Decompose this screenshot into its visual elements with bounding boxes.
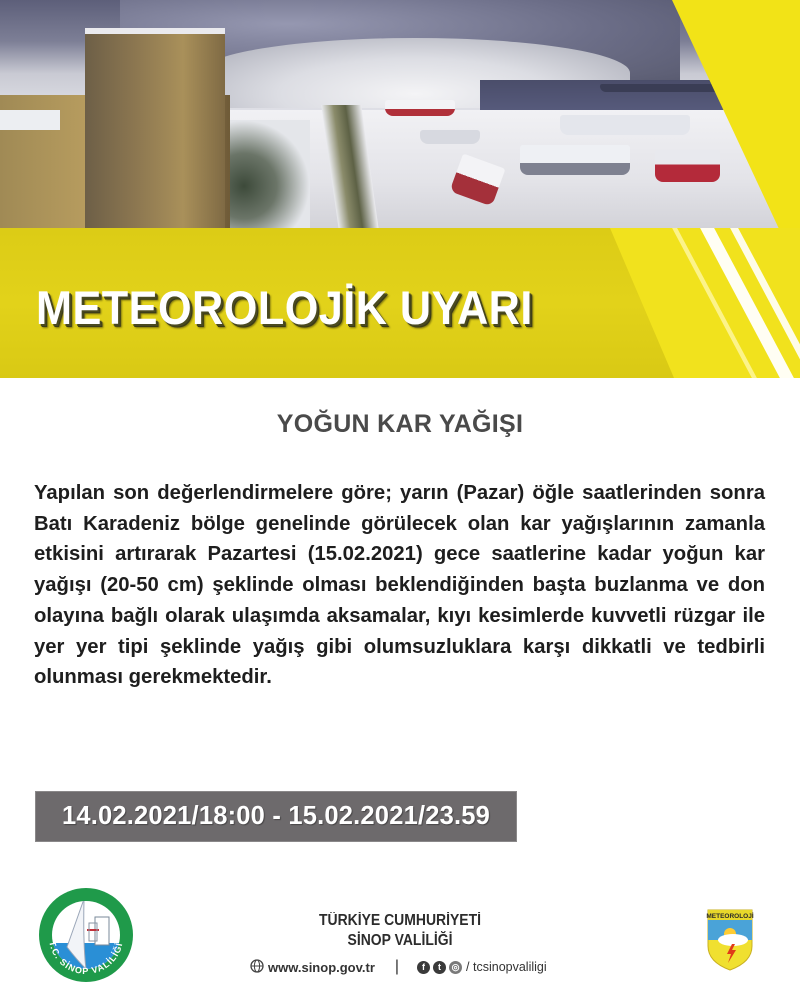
- instagram-icon[interactable]: ◎: [449, 961, 462, 974]
- photo-boat: [655, 150, 720, 182]
- globe-icon: [250, 959, 264, 976]
- meteoroloji-shield-icon: [706, 908, 754, 972]
- photo-wall-snow: [0, 110, 60, 130]
- org-line-2: SİNOP VALİLİĞİ: [347, 932, 453, 949]
- social-handle[interactable]: / tcsinopvaliligi: [466, 960, 547, 974]
- photo-boat: [560, 115, 690, 135]
- photo-boat: [520, 145, 630, 175]
- photo-boat: [385, 100, 455, 116]
- photo-pier: [600, 84, 730, 92]
- separator: |: [394, 958, 400, 975]
- page-title: METEOROLOJİK UYARI: [36, 281, 533, 334]
- photo-boat: [420, 130, 480, 144]
- validity-period: 14.02.2021/18:00 - 15.02.2021/23.59: [61, 802, 491, 830]
- social-icons: [417, 961, 462, 974]
- photo-tower-snow: [85, 28, 225, 34]
- website-link[interactable]: www.sinop.gov.tr: [268, 959, 375, 975]
- photo-castle-tower: [85, 30, 225, 230]
- svg-text:T.C. SİNOP VALİLİĞİ: T.C. SİNOP VALİLİĞİ: [47, 940, 125, 977]
- org-line-1: TÜRKİYE CUMHURİYETİ: [319, 912, 481, 929]
- svg-text:METEOROLOJİ: METEOROLOJİ: [706, 913, 754, 920]
- validity-period-box: [35, 791, 517, 842]
- warning-body: Yapılan son değerlendirmelere göre; yarın (Pazar) öğle saatlerinden sonra Batı Karadeniz bölge genelinde görülecek olan kar yağışlarının zamanla etkisini artırarak Pazartesi (15.02.2021) gece saatlerine kadar yoğun kar yağışı (20-50 cm) şeklinde olması beklendiğinden başta buzlanma ve don olayına bağlı olarak ulaşımda aksamalar, kıyı kesimlerde kuvvetli rüzgar ile yer yer tipi şeklinde yağış gibi olumsuzluklara karşı dikkatli ve tedbirli olunması gerekmektedir.: [34, 482, 765, 689]
- facebook-icon[interactable]: f: [417, 961, 430, 974]
- organization-name: [0, 911, 800, 951]
- twitter-icon[interactable]: t: [433, 961, 446, 974]
- title-banner: [0, 228, 800, 378]
- contact-info: [250, 957, 580, 977]
- header-photo: [0, 0, 800, 230]
- warning-subtitle: YOĞUN KAR YAĞIŞI: [276, 410, 524, 438]
